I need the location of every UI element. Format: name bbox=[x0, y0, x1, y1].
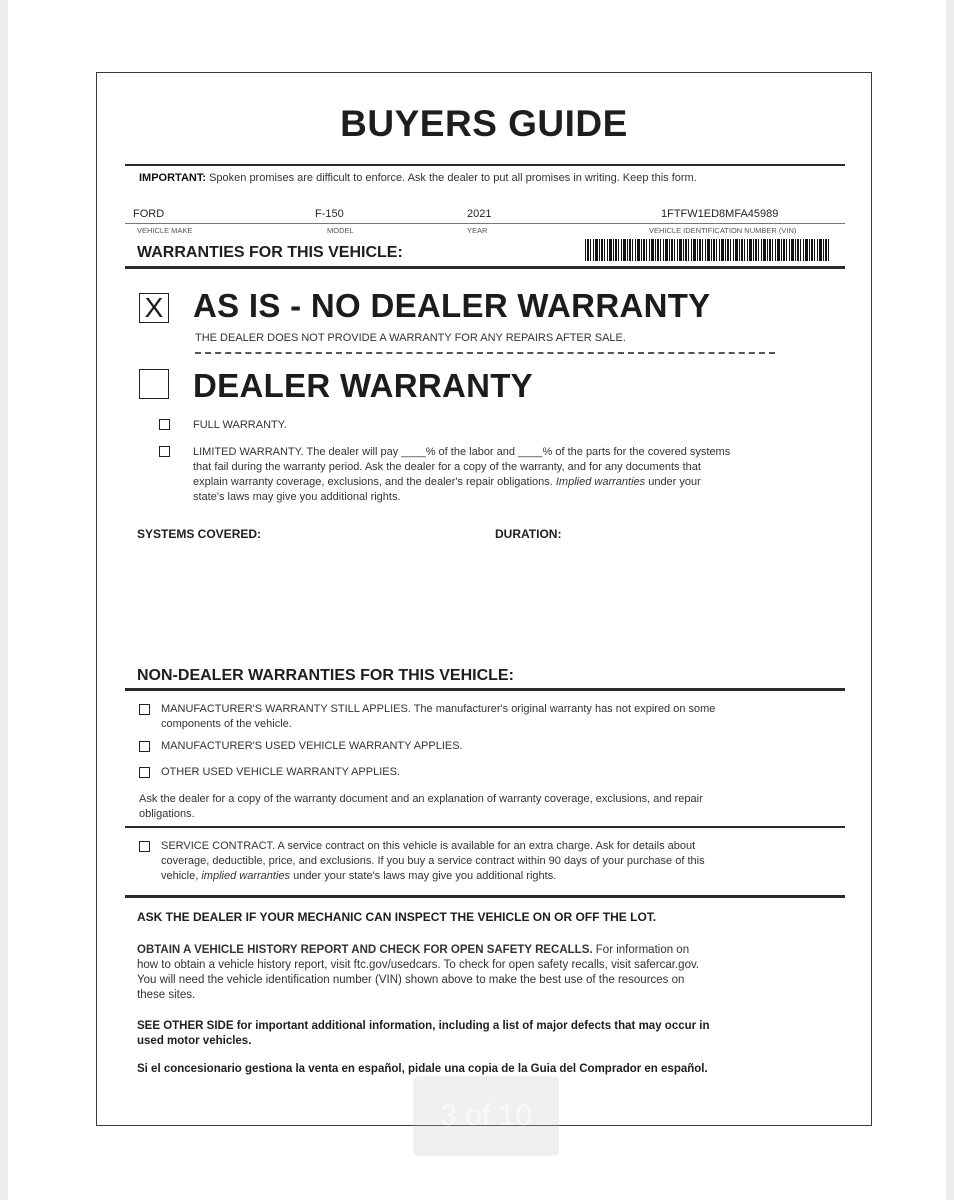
mfr-used-checkbox[interactable] bbox=[139, 741, 150, 752]
history-bold: OBTAIN A VEHICLE HISTORY REPORT AND CHECK FOR OPEN SAFETY RECALLS. bbox=[137, 944, 593, 956]
history-line: these sites. bbox=[137, 989, 196, 1001]
other-side-line: used motor vehicles. bbox=[137, 1035, 252, 1047]
ask-line: obligations. bbox=[139, 808, 195, 820]
as-is-subtext: THE DEALER DOES NOT PROVIDE A WARRANTY FOR ANY REPAIRS AFTER SALE. bbox=[195, 332, 626, 344]
page-counter-watermark: 3 of 10 bbox=[413, 1076, 559, 1156]
implied-warranties-italic: Implied warranties bbox=[555, 476, 646, 488]
mechanic-inspect-text: ASK THE DEALER IF YOUR MECHANIC CAN INSPECT THE VEHICLE ON OR OFF THE LOT. bbox=[137, 910, 657, 924]
service-contract-checkbox[interactable] bbox=[139, 841, 150, 852]
other-side-bold: SEE OTHER SIDE bbox=[137, 1020, 234, 1032]
dealer-warranty-checkbox[interactable] bbox=[139, 369, 169, 399]
mfr-warranty-text bbox=[161, 702, 715, 732]
limited-text: explain warranty coverage, exclusions, and the dealer's repair obligations. bbox=[193, 476, 553, 488]
buyers-guide-form bbox=[96, 72, 872, 1132]
as-is-heading: AS IS - NO DEALER WARRANTY bbox=[193, 287, 711, 324]
history-line bbox=[137, 943, 837, 958]
history-line: You will need the vehicle identification number (VIN) shown above to make the best use of the resources on bbox=[137, 974, 685, 986]
other-side-line bbox=[137, 1019, 837, 1034]
other-used-label: OTHER USED VEHICLE WARRANTY APPLIES. bbox=[161, 766, 401, 778]
important-label: IMPORTANT: bbox=[139, 172, 207, 184]
limited-line bbox=[193, 475, 843, 490]
see-other-side-text bbox=[137, 1019, 837, 1049]
limited-line: state's laws may give you additional rights. bbox=[193, 491, 401, 503]
important-notice bbox=[139, 172, 697, 184]
mfr-used-label: MANUFACTURER'S USED VEHICLE WARRANTY APPLIES. bbox=[161, 740, 463, 752]
full-warranty-checkbox[interactable] bbox=[159, 419, 170, 430]
vin-caption: VEHICLE IDENTIFICATION NUMBER (VIN) bbox=[649, 226, 797, 235]
implied-warranties-italic: implied warranties bbox=[201, 870, 291, 882]
limited-warranty-checkbox[interactable] bbox=[159, 446, 170, 457]
ask-line: Ask the dealer for a copy of the warranty document and an explanation of warranty coverage, exclusions, and repair bbox=[139, 793, 703, 805]
model-caption: MODEL bbox=[327, 226, 354, 235]
year-caption: YEAR bbox=[467, 226, 488, 235]
limited-text: under your bbox=[648, 476, 701, 488]
service-line: SERVICE CONTRACT. A service contract on this vehicle is available for an extra charge. Ask for details about bbox=[161, 840, 696, 852]
make-caption: VEHICLE MAKE bbox=[137, 226, 193, 235]
divider bbox=[125, 826, 845, 828]
vin-barcode bbox=[585, 239, 829, 261]
as-is-checkbox[interactable] bbox=[139, 293, 169, 323]
check-mark-x: X bbox=[144, 292, 164, 323]
mfr-line: components of the vehicle. bbox=[161, 718, 292, 730]
spanish-notice: Si el concesionario gestiona la venta en español, pidale una copia de la Guia del Comprador en español. bbox=[137, 1063, 708, 1075]
thick-divider bbox=[125, 266, 845, 269]
thick-divider bbox=[125, 895, 845, 898]
history-text: For information on bbox=[595, 944, 690, 956]
service-line: coverage, deductible, price, and exclusions. If you buy a service contract within 90 days of your purchase of this bbox=[161, 855, 705, 867]
dealer-warranty-heading: DEALER WARRANTY bbox=[193, 367, 533, 404]
vehicle-model: F-150 bbox=[315, 208, 344, 220]
service-contract-text bbox=[161, 839, 705, 884]
thick-divider bbox=[125, 688, 845, 691]
history-report-text bbox=[137, 943, 837, 1003]
systems-covered-label: SYSTEMS COVERED: bbox=[137, 527, 262, 541]
limited-line: LIMITED WARRANTY. The dealer will pay ____% of the labor and ____% of the parts for the covered systems bbox=[193, 446, 731, 458]
full-warranty-label: FULL WARRANTY. bbox=[193, 419, 287, 431]
other-used-checkbox[interactable] bbox=[139, 767, 150, 778]
ask-dealer-copy-text bbox=[139, 792, 703, 822]
limited-line: that fail during the warranty period. Ask the dealer for a copy of the warranty, and for any documents that bbox=[193, 461, 701, 473]
divider bbox=[125, 164, 845, 166]
mfr-warranty-checkbox[interactable] bbox=[139, 704, 150, 715]
warranties-heading: WARRANTIES FOR THIS VEHICLE: bbox=[137, 244, 403, 261]
form-title: BUYERS GUIDE bbox=[340, 103, 628, 144]
important-text: Spoken promises are difficult to enforce. Ask the dealer to put all promises in writing. Keep this form. bbox=[209, 172, 697, 184]
history-line: how to obtain a vehicle history report, visit ftc.gov/usedcars. To check for open safety recalls, visit safercar.gov. bbox=[137, 959, 700, 971]
other-side-text: for important additional information, including a list of major defects that may occur in bbox=[236, 1020, 710, 1032]
service-text: vehicle, bbox=[161, 870, 199, 882]
vehicle-vin: 1FTFW1ED8MFA45989 bbox=[661, 208, 779, 220]
mfr-line: MANUFACTURER'S WARRANTY STILL APPLIES. The manufacturer's original warranty has not expired on some bbox=[161, 703, 716, 715]
vehicle-year: 2021 bbox=[467, 208, 492, 220]
limited-warranty-text bbox=[193, 445, 843, 505]
page-background bbox=[8, 0, 946, 1200]
info-underline bbox=[125, 223, 845, 224]
service-text: under your state's laws may give you additional rights. bbox=[293, 870, 557, 882]
vehicle-make: FORD bbox=[133, 208, 165, 220]
dashed-separator bbox=[195, 352, 775, 354]
service-line bbox=[161, 869, 705, 884]
non-dealer-heading: NON-DEALER WARRANTIES FOR THIS VEHICLE: bbox=[137, 667, 514, 684]
duration-label: DURATION: bbox=[495, 527, 562, 541]
